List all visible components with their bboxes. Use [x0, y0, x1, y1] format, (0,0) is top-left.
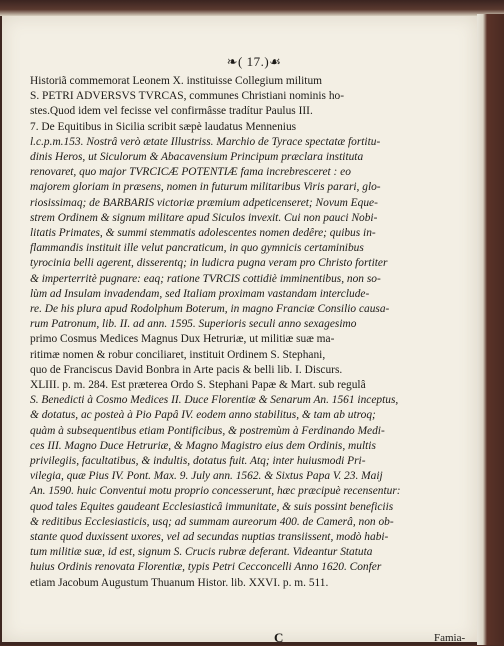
signature-mark: C: [274, 630, 284, 645]
text-line: renovaret, quo major TVRCICÆ POTENTIÆ fama increbresceret : eo: [30, 166, 351, 179]
text-line: An. 1590. huic Conventui motu proprio concesserunt, hæc præcipuè recensentur:: [30, 485, 401, 498]
text-line: & reditibus Ecclesiasticis, usq; ad summam aureorum 400. de Camerâ, non ob-: [30, 515, 394, 528]
text-line: etiam Jacobum Augustum Thuanum Histor. lib. XXVI. p. m. 511.: [30, 576, 329, 589]
text-line: S. Benedicti à Cosmo Medices II. Duce Florentiæ & Senarum An. 1561 inceptus,: [30, 394, 399, 407]
text-line: rum Patronum, lib. II. ad ann. 1595. Superioris seculi anno sexagesimo: [30, 318, 357, 331]
text-line: ritimæ nomen & robur conciliaret, instituit Ordinem S. Stephani,: [30, 348, 326, 361]
text-line: huius Ordinis renovata Florentiæ, typis Petri Cecconcelli Anno 1620. Confer: [30, 561, 382, 574]
text-line: l.c.p.m.153. Nostrâ verò ætate Illustriss. Marchio de Tyrace spectatæ fortitu-: [30, 135, 381, 148]
text-line: privilegiis, facultatibus, & indultis, dotatus fuit. Atq; inter huiusmodi Pri-: [30, 455, 366, 467]
text-line: vilegia, quæ Pius IV. Pont. Max. 9. July ann. 1562. & Sixtus Papa V. 23. Maij: [30, 470, 383, 483]
text-line: riosissimaq; de BARBARIS victoriæ præmium adpeticenseret; Novum Eque-: [30, 196, 378, 209]
book-page: [2, 16, 477, 645]
text-line: litatis Primates, & summi stemmatis adolescentes nomen dedêre; quibus in-: [30, 227, 376, 239]
text-line: tyrocinia belli agerent, disserentq; in ludicra pugna veram pro Christo fortiter: [30, 257, 388, 270]
text-line: dinis Heros, ut Siculorum & Abacavensium Principum præclara instituta: [30, 151, 364, 163]
text-line: strem Ordinem & signum militare apud Siculos invexit. Cui non pauci Nobi-: [30, 211, 378, 224]
text-line: ces III. Magno Duce Hetruriæ, & Magno Magistro eius dem Ordinis, multis: [30, 439, 376, 452]
text-line: & dotatus, ac posteà à Pio Papâ IV. eodem anno stabilitus, & tam ab utroq;: [30, 409, 376, 422]
book-edge-top: [0, 0, 504, 16]
text-line: S. PETRI ADVERSVS TVRCAS, communes Christiani nominis ho-: [30, 90, 345, 103]
text-line: quàm à subsequentibus etiam Pontificibus, & postremùm à Ferdinando Medi-: [30, 424, 385, 437]
text-line: re. De his plura apud Rodolphum Boterum, in magno Franciæ Consilio causa-: [30, 303, 390, 315]
page-number: ❧( 17.)☙: [226, 54, 282, 69]
text-line: stante quod duxissent uxores, vel ad secundas nuptias transiissent, modò habi-: [30, 531, 389, 543]
book-edge-right: [477, 14, 504, 645]
text-line: quo de Franciscus David Bonbra in Arte pacis & belli lib. I. Discurs.: [30, 363, 343, 376]
text-line: 7. De Equitibus in Sicilia scribit sæpè laudatus Mennenius: [30, 120, 297, 133]
text-line: & imperterritè pugnare: eaq; ratione TVRCIS cottidiè imminentibus, non so-: [30, 272, 381, 285]
text-line: Historiã commemorat Leonem X. instituisse Collegium militum: [30, 75, 323, 87]
text-line: primo Cosmus Medices Magnus Dux Hetruriæ, ut militiæ suæ ma-: [30, 333, 335, 346]
text-line: flammandis instituit ille velut pancraticum, in quo gymnicis certaminibus: [30, 242, 364, 255]
text-line: quod tales Equites gaudeant Ecclesiasticâ immunitate, & suis possint beneficiis: [30, 500, 394, 513]
text-line: majorem gloriam in præsens, nomen in futurum militaribus Viris parari, glo-: [30, 181, 381, 194]
text-line: stes.Quod idem vel fecisse vel confirmâsse tradítur Paulus III.: [30, 105, 313, 118]
catchword: Famia-: [434, 632, 466, 644]
text-line: XLIII. p. m. 284. Est præterea Ordo S. Stephani Papæ & Mart. sub regulâ: [30, 379, 366, 391]
text-line: lùm ad Insulam invadendam, sed Italiam proximam vastandam interclude-: [30, 287, 370, 300]
text-line: tum militiæ suæ, id est, signum S. Crucis rubræ deferant. Videantur Statuta: [30, 546, 373, 559]
